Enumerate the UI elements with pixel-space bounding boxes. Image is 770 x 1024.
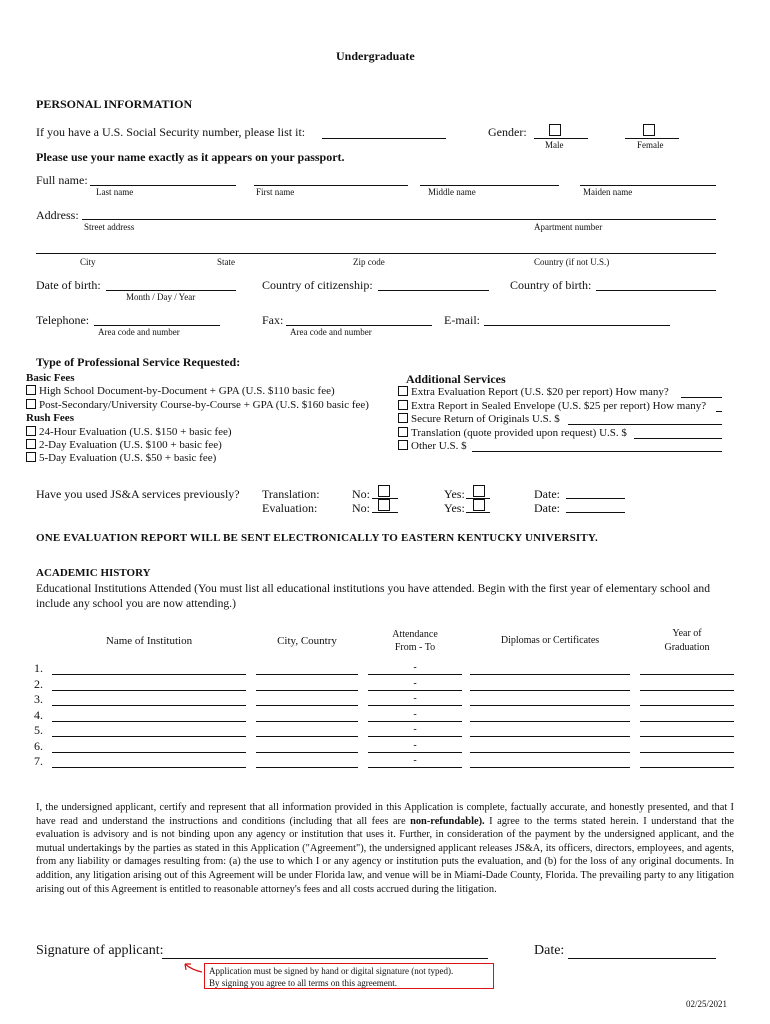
- checkbox-icon[interactable]: [26, 399, 36, 409]
- previous-question: Have you used JS&A services previously?: [36, 487, 240, 501]
- page-title: Undergraduate: [336, 49, 415, 63]
- translation-no-checkbox[interactable]: [378, 485, 390, 497]
- email-label: E-mail:: [444, 313, 480, 327]
- col-name-header: Name of Institution: [105, 635, 193, 647]
- basic-fees-heading: Basic Fees: [26, 372, 75, 384]
- row-institution-field[interactable]: [52, 767, 246, 768]
- evaluation-date-field[interactable]: [566, 512, 625, 513]
- middle-name-field[interactable]: [420, 185, 559, 186]
- attendance-dash: -: [413, 677, 417, 689]
- arrow-icon: [180, 960, 206, 976]
- signature-field[interactable]: [162, 958, 488, 959]
- gender-female-label: Female: [637, 140, 664, 150]
- additional-option-4[interactable]: Translation (quote provided upon request) U.S. $: [398, 427, 627, 439]
- signature-date-field[interactable]: [568, 958, 716, 959]
- attendance-dash: -: [413, 708, 417, 720]
- address-label: Address:: [36, 208, 79, 222]
- row-number: 1.: [34, 661, 43, 675]
- basic-option-1[interactable]: High School Document-by-Document + GPA (U.S. $110 basic fee): [26, 385, 335, 397]
- last-name-caption: Last name: [96, 187, 134, 197]
- signature-date-label: Date:: [534, 943, 565, 958]
- row-institution-field[interactable]: [52, 690, 246, 691]
- fullname-label: Full name:: [36, 173, 88, 187]
- academic-instructions: Educational Institutions Attended (You must list all educational institutions you have attended. Begin with the first year of elementary school and include any school you are now attending.): [36, 582, 711, 610]
- middle-name-caption: Middle name: [428, 187, 476, 197]
- telephone-field[interactable]: [94, 325, 220, 326]
- fax-caption: Area code and number: [290, 327, 372, 337]
- attendance-dash: -: [413, 724, 417, 735]
- row-city-field[interactable]: [256, 705, 358, 706]
- row-number: 3.: [34, 692, 43, 706]
- maiden-name-caption: Maiden name: [583, 187, 633, 197]
- checkbox-icon[interactable]: [26, 385, 36, 395]
- row-diploma-field[interactable]: [470, 721, 630, 722]
- first-name-caption: First name: [256, 187, 295, 197]
- translation-no-label: No:: [352, 487, 370, 501]
- additional-option-5[interactable]: Other U.S. $: [398, 440, 467, 452]
- secure-return-field[interactable]: [568, 424, 722, 425]
- gender-male-line: [534, 138, 588, 139]
- signature-label: Signature of applicant:: [36, 943, 164, 958]
- row-institution-field[interactable]: [52, 674, 246, 675]
- additional-option-3[interactable]: Secure Return of Originals U.S. $: [398, 413, 560, 425]
- translation-label: Translation:: [262, 487, 320, 501]
- other-amount-field[interactable]: [472, 451, 722, 452]
- row-year-field[interactable]: [640, 752, 734, 753]
- country-caption: Country (if not U.S.): [534, 257, 610, 267]
- last-name-field[interactable]: [90, 185, 236, 186]
- row-year-field[interactable]: [640, 690, 734, 691]
- country-birth-label: Country of birth:: [510, 278, 592, 292]
- passport-note: Please use your name exactly as it appears on your passport.: [36, 150, 345, 164]
- gender-label: Gender:: [488, 125, 527, 139]
- row-year-field[interactable]: [640, 736, 734, 737]
- row-year-field[interactable]: [640, 721, 734, 722]
- col-attendance-header-1: Attendance: [392, 629, 438, 640]
- col-year-header-1: Year of: [672, 628, 702, 639]
- checkbox-icon[interactable]: [26, 439, 36, 449]
- row-institution-field[interactable]: [52, 721, 246, 722]
- row-diploma-field[interactable]: [470, 690, 630, 691]
- row-diploma-field[interactable]: [470, 736, 630, 737]
- row-year-field[interactable]: [640, 705, 734, 706]
- row-year-field[interactable]: [640, 674, 734, 675]
- translation-amount-field[interactable]: [634, 438, 722, 439]
- street-address-field[interactable]: [82, 219, 716, 220]
- extra-report-count-field[interactable]: [681, 397, 722, 398]
- gender-male-checkbox[interactable]: [549, 124, 561, 136]
- rush-fees-heading: Rush Fees: [26, 412, 74, 424]
- translation-yes-label: Yes:: [444, 487, 465, 501]
- gender-male-label: Male: [545, 140, 564, 150]
- dob-field[interactable]: [106, 290, 236, 291]
- attendance-dash: -: [413, 693, 417, 704]
- attendance-dash: -: [413, 755, 417, 766]
- row-city-field[interactable]: [256, 767, 358, 768]
- personal-heading: PERSONAL INFORMATION: [36, 97, 193, 111]
- dob-label: Date of birth:: [36, 278, 101, 292]
- academic-heading: ACADEMIC HISTORY: [36, 567, 151, 579]
- additional-option-1[interactable]: Extra Evaluation Report (U.S. $20 per report) How many?: [398, 386, 669, 398]
- row-city-field[interactable]: [256, 690, 358, 691]
- checkbox-icon[interactable]: [398, 386, 408, 396]
- country-birth-field[interactable]: [596, 290, 716, 291]
- basic-option-2[interactable]: Post-Secondary/University Course-by-Course + GPA (U.S. $160 basic fee): [26, 399, 369, 411]
- row-year-field[interactable]: [640, 767, 734, 768]
- fax-field[interactable]: [286, 325, 432, 326]
- city-caption: City: [80, 257, 96, 267]
- row-institution-field[interactable]: [52, 705, 246, 706]
- email-field[interactable]: [484, 325, 670, 326]
- checkbox-icon[interactable]: [398, 413, 408, 423]
- ssn-field[interactable]: [322, 138, 446, 139]
- rush-option-3[interactable]: 5-Day Evaluation (U.S. $50 + basic fee): [26, 452, 216, 464]
- row-institution-field[interactable]: [52, 752, 246, 753]
- gender-female-checkbox[interactable]: [643, 124, 655, 136]
- col-diplomas-header: Diplomas or Certificates: [500, 635, 600, 646]
- services-heading: Type of Professional Service Requested:: [36, 355, 241, 369]
- evaluation-notice: ONE EVALUATION REPORT WILL BE SENT ELECTRONICALLY TO EASTERN KENTUCKY UNIVERSITY.: [36, 532, 599, 544]
- telephone-label: Telephone:: [36, 313, 90, 327]
- row-city-field[interactable]: [256, 721, 358, 722]
- row-number: 5.: [34, 723, 43, 737]
- sealed-report-count-field[interactable]: [716, 411, 722, 412]
- state-caption: State: [217, 257, 235, 267]
- row-institution-field[interactable]: [52, 736, 246, 737]
- row-diploma-field[interactable]: [470, 705, 630, 706]
- footer-date: 02/25/2021: [686, 999, 728, 1009]
- col-attendance-header-2: From - To: [394, 642, 436, 653]
- row-diploma-field[interactable]: [470, 752, 630, 753]
- row-attendance-field[interactable]: [368, 752, 462, 753]
- row-city-field[interactable]: [256, 736, 358, 737]
- checkbox-icon[interactable]: [26, 452, 36, 462]
- rush-option-2[interactable]: 2-Day Evaluation (U.S. $100 + basic fee): [26, 439, 222, 451]
- telephone-caption: Area code and number: [98, 327, 180, 337]
- evaluation-date-label: Date:: [534, 501, 560, 515]
- evaluation-yes-checkbox[interactable]: [473, 499, 485, 511]
- rush-option-1[interactable]: 24-Hour Evaluation (U.S. $150 + basic fee): [26, 426, 232, 438]
- row-attendance-field[interactable]: [368, 705, 462, 706]
- city-state-zip-field[interactable]: [36, 253, 716, 254]
- certification-text: I, the undersigned applicant, certify and represent that all information provided in this Application is complete, factually accurate, and honestly presented, and that I have read and understand the instructions and conditions (including that all fees are non-refundable). I agree to the terms stated herein. I understand that the evaluation is advisory and is not binding upon any agency or institution that uses it. Further, in consideration of the payment by the undersigned applicant, and the mutual undertakings by the parties as stated in this Application ("Agreement"), the undersigned applicant releases JS&A, its officers, directors, employees, and agents, from any liability or damages resulting from: (a) the use to which I or any agency or institution puts the evaluation, and (b) for the loss of any original documents. In addition, any litigation arising out of this Agreement will be under Florida law, and venue will be in Miami-Dade County, Florida. The prevailing party to any litigation arising out of this Agreement is entitled to reasonable attorney's fees and all costs accrued during the litigation.: [36, 802, 734, 895]
- attendance-dash: -: [413, 739, 417, 751]
- row-attendance-field[interactable]: [368, 736, 462, 737]
- checkbox-icon[interactable]: [26, 426, 36, 436]
- col-year-header-2: Graduation: [664, 642, 710, 653]
- attendance-dash: -: [413, 662, 417, 673]
- checkbox-icon[interactable]: [398, 427, 408, 437]
- evaluation-label: Evaluation:: [262, 501, 318, 515]
- row-attendance-field[interactable]: [368, 721, 462, 722]
- dob-format: Month / Day / Year: [126, 292, 196, 302]
- translation-yes-checkbox[interactable]: [473, 485, 485, 497]
- row-attendance-field[interactable]: [368, 690, 462, 691]
- translation-date-label: Date:: [534, 487, 560, 501]
- signature-note: Application must be signed by hand or digital signature (not typed). By signing you agree to all terms on this agreement.: [204, 963, 494, 989]
- row-attendance-field[interactable]: [368, 767, 462, 768]
- citizenship-field[interactable]: [378, 290, 489, 291]
- first-name-field[interactable]: [254, 185, 408, 186]
- checkbox-icon[interactable]: [398, 440, 408, 450]
- row-city-field[interactable]: [256, 752, 358, 753]
- non-refundable-bold: non-refundable).: [410, 815, 485, 827]
- checkbox-icon[interactable]: [398, 400, 408, 410]
- row-diploma-field[interactable]: [470, 767, 630, 768]
- ssn-label: If you have a U.S. Social Security number, please list it:: [36, 125, 306, 139]
- row-diploma-field[interactable]: [470, 674, 630, 675]
- col-city-header: City, Country: [277, 635, 337, 647]
- maiden-name-field[interactable]: [580, 185, 716, 186]
- evaluation-yes-label: Yes:: [444, 501, 465, 515]
- row-number: 4.: [34, 707, 43, 722]
- street-address-caption: Street address: [84, 222, 135, 232]
- translation-date-field[interactable]: [566, 498, 625, 499]
- row-number: 2.: [34, 676, 43, 691]
- zip-caption: Zip code: [353, 257, 385, 267]
- additional-heading: Additional Services: [406, 372, 506, 386]
- apartment-caption: Apartment number: [534, 222, 603, 232]
- row-number: 6.: [34, 738, 43, 753]
- evaluation-no-checkbox[interactable]: [378, 499, 390, 511]
- row-city-field[interactable]: [256, 674, 358, 675]
- fax-label: Fax:: [262, 313, 284, 327]
- row-attendance-field[interactable]: [368, 674, 462, 675]
- additional-option-2[interactable]: Extra Report in Sealed Envelope (U.S. $25 per report) How many?: [398, 400, 706, 412]
- row-number: 7.: [34, 754, 43, 768]
- evaluation-no-label: No:: [352, 501, 370, 515]
- citizenship-label: Country of citizenship:: [262, 278, 373, 292]
